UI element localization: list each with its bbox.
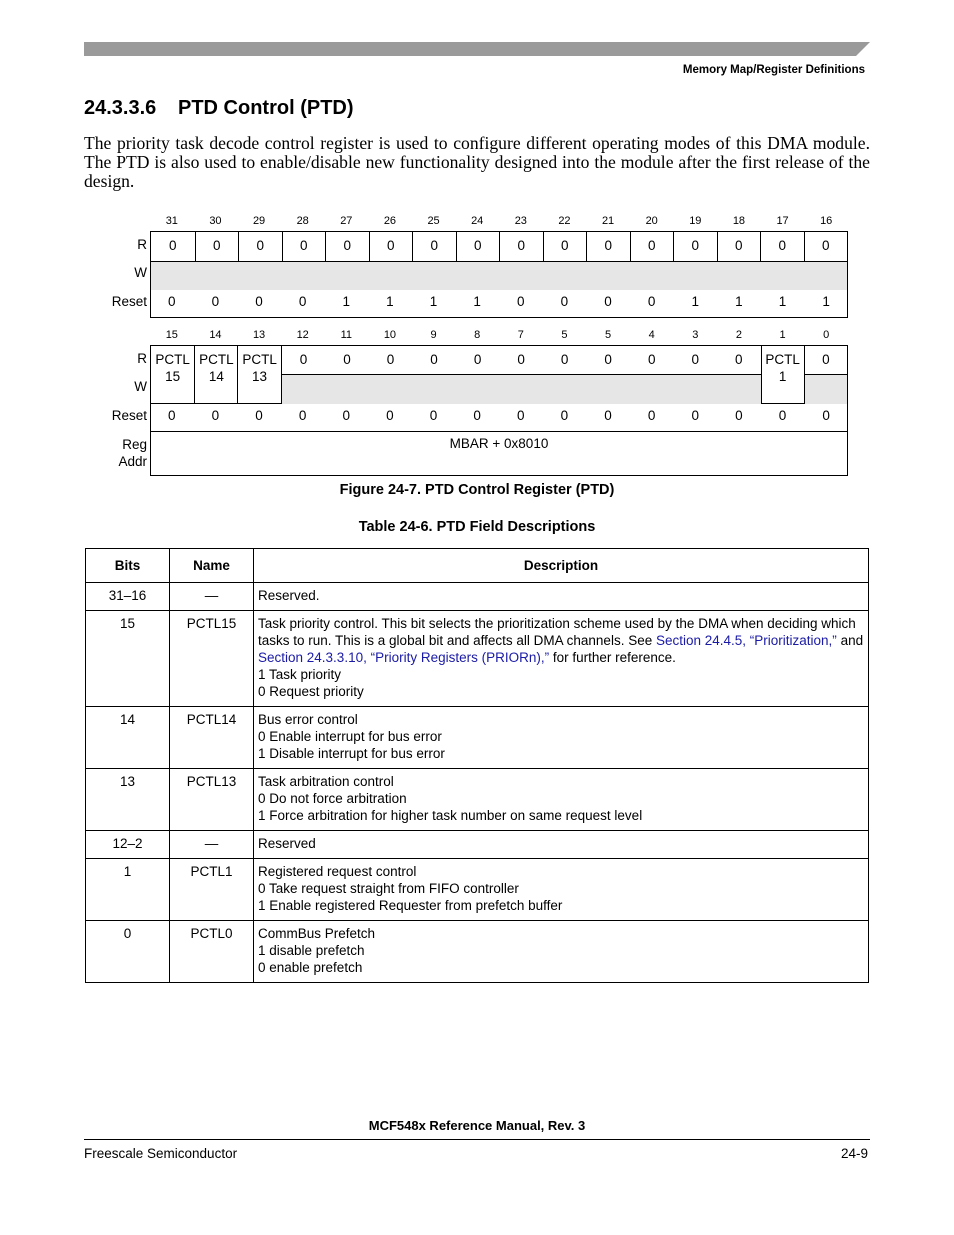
lower-w-row-shaded xyxy=(282,375,761,404)
bit-number: 11 xyxy=(340,329,353,341)
r-bit: 0 xyxy=(369,232,413,261)
bit-number: 27 xyxy=(340,215,353,227)
r-bit: 0 xyxy=(473,352,482,367)
table-header-row xyxy=(86,549,869,583)
reset-bit: 1 xyxy=(386,294,394,309)
bit-number: 26 xyxy=(383,215,397,227)
bit-number: 12 xyxy=(296,329,309,341)
reset-bit: 0 xyxy=(517,408,525,423)
footer-divider xyxy=(84,1139,870,1140)
column-header-description: Description xyxy=(254,549,869,583)
name-cell: PCTL14 xyxy=(170,707,254,769)
description-cell xyxy=(254,921,869,983)
description-line: 0 Do not force arbitration xyxy=(258,791,407,806)
section-number: 24.3.3.6 xyxy=(84,97,157,119)
reg-label: Reg xyxy=(122,437,147,452)
bit-number: 30 xyxy=(209,215,222,227)
bit0-r: 0 xyxy=(805,346,847,375)
r-bit: 0 xyxy=(499,232,543,261)
bit-number: 5 xyxy=(605,329,612,341)
upper-bit-numbers xyxy=(150,215,848,229)
running-header: Memory Map/Register Definitions xyxy=(682,64,865,76)
reset-bit: 0 xyxy=(255,294,263,309)
description-line: 0 Enable interrupt for bus error xyxy=(258,729,442,744)
r-bit: 0 xyxy=(630,232,674,261)
bits-cell: 0 xyxy=(86,921,170,983)
description-cell xyxy=(254,707,869,769)
r-bit: 0 xyxy=(195,232,239,261)
section-title: PTD Control (PTD) xyxy=(178,97,354,119)
pctl14-field: PCTL 14 xyxy=(194,346,237,403)
r-bit: 0 xyxy=(760,232,804,261)
reset-bit: 0 xyxy=(211,294,220,309)
bit-number: 4 xyxy=(648,329,655,341)
reset-bit: 0 xyxy=(691,408,700,423)
bits-cell: 1 xyxy=(86,859,170,921)
w-label: W xyxy=(134,265,147,280)
bit-number: 10 xyxy=(383,329,397,341)
description-text-part: for further reference. xyxy=(549,650,676,665)
bit-number: 19 xyxy=(689,215,702,227)
reset-bit: 1 xyxy=(691,294,700,309)
bit-number: 0 xyxy=(823,329,830,341)
table-row xyxy=(86,859,869,921)
description-line: 1 Enable registered Requester from prefetch buffer xyxy=(258,898,563,913)
upper-r-row xyxy=(151,232,847,262)
section-link-priority-registers[interactable]: Section 24.3.3.10, “Priority Registers (PRIORn),” xyxy=(258,650,550,665)
reset-bit: 1 xyxy=(342,294,351,309)
bit-number: 29 xyxy=(252,215,266,227)
bit-number: 1 xyxy=(779,329,786,341)
description-text-part: Task priority control. This bit selects the prioritization scheme used by the DMA when deciding which tasks to run. This is a global bit and affects all DMA channels. See xyxy=(258,616,856,648)
r-bit: 0 xyxy=(412,232,456,261)
bit-number: 14 xyxy=(209,329,222,341)
register-diagram xyxy=(85,212,848,477)
description-line: 1 Force arbitration for higher task number on same request level xyxy=(258,808,643,823)
bit-number: 8 xyxy=(474,329,481,341)
reset-bit: 0 xyxy=(298,408,307,423)
r-bit: 0 xyxy=(430,352,438,367)
name-cell: PCTL13 xyxy=(170,769,254,831)
lower-rw-row xyxy=(151,346,847,403)
r-bit: 0 xyxy=(299,352,308,367)
description-line: 1 disable prefetch xyxy=(258,943,365,958)
table-row xyxy=(86,611,869,707)
reset-bit: 0 xyxy=(298,294,307,309)
bit-number: 20 xyxy=(645,215,658,227)
bits-cell: 15 xyxy=(86,611,170,707)
reset-bit: 0 xyxy=(168,294,176,309)
bit-number: 7 xyxy=(517,329,524,341)
reset-bit: 1 xyxy=(473,294,481,309)
r-bit: 0 xyxy=(717,232,761,261)
r-bit: 0 xyxy=(282,232,326,261)
bit-number: 24 xyxy=(471,215,484,227)
bit-number: 22 xyxy=(558,215,571,227)
description-line: 1 Task priority xyxy=(258,667,342,682)
bit-number: 9 xyxy=(430,329,437,341)
reg-addr-label xyxy=(85,436,147,470)
register-address: MBAR + 0x8010 xyxy=(449,436,549,451)
name-cell: — xyxy=(170,831,254,859)
column-header-name: Name xyxy=(170,549,254,583)
field-descriptions-table xyxy=(85,548,869,983)
description-cell xyxy=(254,611,869,707)
description-line: Task arbitration control xyxy=(258,774,394,789)
reset-bit: 0 xyxy=(429,408,438,423)
upper-w-row-shaded xyxy=(151,262,847,290)
reset-bit: 0 xyxy=(560,294,569,309)
address-box xyxy=(150,431,848,476)
description-text-part: and xyxy=(836,633,864,648)
table-row xyxy=(86,769,869,831)
table-row xyxy=(86,707,869,769)
r-bit: 0 xyxy=(543,232,587,261)
upper-register-grid xyxy=(150,231,848,290)
description-cell: Reserved xyxy=(254,831,869,859)
reset-bit: 1 xyxy=(735,294,743,309)
r-label: R xyxy=(137,237,147,252)
reset-bit: 0 xyxy=(211,408,220,423)
reset-bit: 0 xyxy=(473,408,481,423)
r-bit: 0 xyxy=(325,232,369,261)
table-row xyxy=(86,583,869,611)
r-bit: 0 xyxy=(517,352,525,367)
bit-number: 16 xyxy=(820,215,833,227)
section-link-prioritization[interactable]: Section 24.4.5, “Prioritization,” xyxy=(655,633,837,648)
w-label: W xyxy=(134,379,147,394)
bit-number: 17 xyxy=(776,215,789,227)
bit-number: 18 xyxy=(732,215,746,227)
section-heading xyxy=(84,97,354,120)
reset-bit: 0 xyxy=(560,408,569,423)
description-line: CommBus Prefetch xyxy=(258,926,376,941)
table-row xyxy=(86,831,869,859)
reset-bit: 0 xyxy=(386,408,394,423)
bit0-field xyxy=(804,346,847,403)
reset-bit: 0 xyxy=(255,408,263,423)
description-cell xyxy=(254,769,869,831)
r-bit: 0 xyxy=(586,232,630,261)
reset-label: Reset xyxy=(111,294,147,309)
bit-number: 23 xyxy=(514,215,527,227)
bits-cell: 13 xyxy=(86,769,170,831)
description-cell xyxy=(254,859,869,921)
bit-number: 5 xyxy=(561,329,568,341)
bits-cell: 14 xyxy=(86,707,170,769)
description-line: 1 Disable interrupt for bus error xyxy=(258,746,445,761)
bit-number: 15 xyxy=(165,329,178,341)
reset-bit: 0 xyxy=(168,408,176,423)
r-bit: 0 xyxy=(735,352,743,367)
table-row xyxy=(86,921,869,983)
bit-number: 31 xyxy=(165,215,178,227)
r-bit: 0 xyxy=(604,352,612,367)
bit-number: 3 xyxy=(692,329,699,341)
reset-bit: 0 xyxy=(604,408,612,423)
reset-bit: 0 xyxy=(604,294,612,309)
bits-cell: 12–2 xyxy=(86,831,170,859)
pctl15-field: PCTL 15 xyxy=(155,352,190,384)
figure-caption: Figure 24-7. PTD Control Register (PTD) xyxy=(339,482,615,498)
intro-paragraph: The priority task decode control register is used to configure different operating modes of this DMA module. The PTD is also used to enable/disable new functionality designed into the module after the first release of the design. xyxy=(84,133,870,191)
r-bit: 0 xyxy=(691,352,699,367)
description-line: 0 enable prefetch xyxy=(258,960,363,975)
reset-bit: 0 xyxy=(735,408,743,423)
lower-bit-numbers xyxy=(150,329,848,343)
r-bit: 0 xyxy=(560,352,569,367)
column-header-bits: Bits xyxy=(86,549,170,583)
bit-number: 2 xyxy=(735,329,742,341)
bit-number: 25 xyxy=(427,215,440,227)
reset-bit: 0 xyxy=(517,294,525,309)
upper-reset-row xyxy=(150,294,848,309)
reset-bit: 0 xyxy=(822,408,830,423)
r-bit: 0 xyxy=(343,352,351,367)
footer-manual-title: MCF548x Reference Manual, Rev. 3 xyxy=(368,1118,586,1133)
name-cell: PCTL15 xyxy=(170,611,254,707)
reset-bit: 1 xyxy=(778,294,787,309)
reset-bit: 0 xyxy=(778,408,787,423)
name-cell: PCTL1 xyxy=(170,859,254,921)
r-bit: 0 xyxy=(456,232,500,261)
description-text xyxy=(258,615,864,666)
r-bit: 0 xyxy=(804,232,848,261)
description-line: 0 Take request straight from FIFO controller xyxy=(258,881,519,896)
description-line: Registered request control xyxy=(258,864,417,879)
description-line: Bus error control xyxy=(258,712,358,727)
r-bit: 0 xyxy=(673,232,717,261)
description-line: 0 Request priority xyxy=(258,684,364,699)
description-cell: Reserved. xyxy=(254,583,869,611)
bit-number: 28 xyxy=(296,215,309,227)
reset-label: Reset xyxy=(111,408,147,423)
header-bar xyxy=(84,42,870,56)
r-label: R xyxy=(137,351,147,366)
table-caption: Table 24-6. PTD Field Descriptions xyxy=(358,519,596,535)
reset-bit: 0 xyxy=(342,408,351,423)
pctl13-field: PCTL 13 xyxy=(237,346,280,403)
bit-number: 13 xyxy=(252,329,266,341)
name-cell: — xyxy=(170,583,254,611)
lower-reset-row xyxy=(150,408,848,423)
r-bit: 0 xyxy=(168,238,177,253)
reset-bit: 1 xyxy=(822,294,830,309)
addr-label: Addr xyxy=(118,454,147,469)
reserved-bits-12-2 xyxy=(281,346,761,403)
r-bit: 0 xyxy=(647,352,656,367)
bit0-w-shaded xyxy=(805,375,847,404)
name-cell: PCTL0 xyxy=(170,921,254,983)
r-bit: 0 xyxy=(238,232,282,261)
lower-register-grid xyxy=(150,345,848,404)
r-bit: 0 xyxy=(386,352,395,367)
reset-bit: 0 xyxy=(647,294,656,309)
pctl1-field: PCTL 1 xyxy=(761,346,804,403)
reset-bit: 1 xyxy=(429,294,438,309)
reset-bit: 0 xyxy=(647,408,656,423)
footer-company: Freescale Semiconductor xyxy=(84,1146,238,1161)
footer-page-number: 24-9 xyxy=(840,1146,868,1161)
bits-cell: 31–16 xyxy=(86,583,170,611)
bit-number: 21 xyxy=(601,215,615,227)
